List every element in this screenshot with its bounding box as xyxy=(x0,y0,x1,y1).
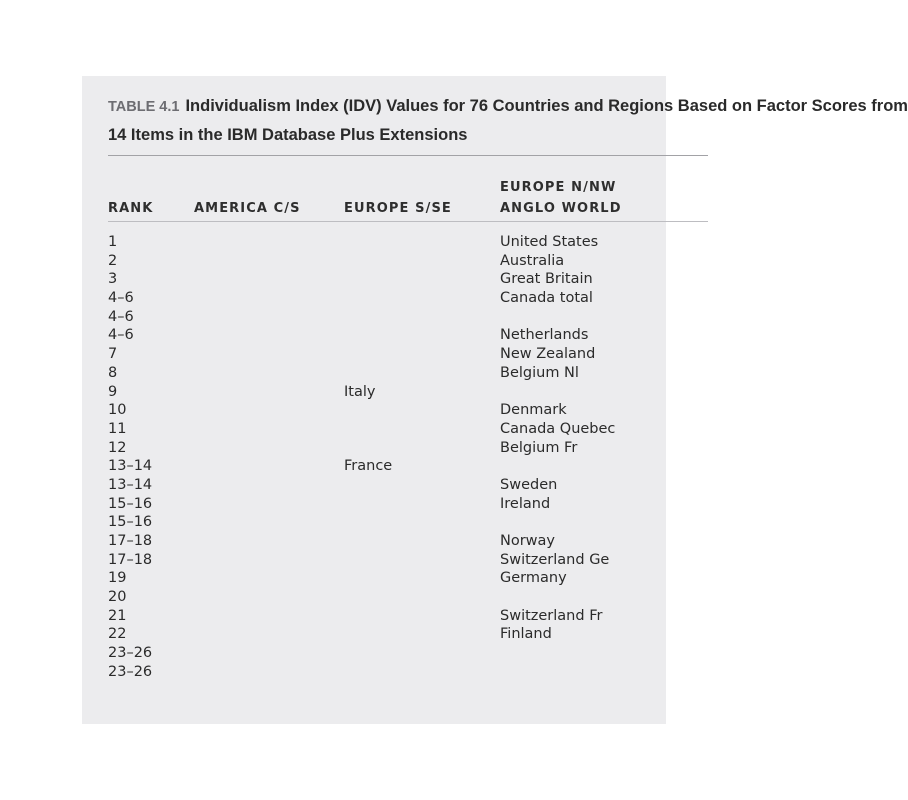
table-row xyxy=(82,233,682,252)
rank-cell: 17–18 xyxy=(108,533,153,549)
rank-cell: 22 xyxy=(108,626,127,643)
rank-cell: 4–6 xyxy=(108,327,134,344)
rank-cell: 4–6 xyxy=(108,290,134,307)
europe-north-cell: New Zealand xyxy=(500,346,596,363)
header-rank: RANK xyxy=(108,201,154,216)
table-body xyxy=(82,233,682,682)
table-caption xyxy=(108,92,908,149)
header-america: AMERICA C/S xyxy=(194,201,301,216)
europe-north-cell: Finland xyxy=(500,626,552,643)
table-row xyxy=(82,476,682,495)
table-row xyxy=(82,345,682,364)
europe-north-cell: Denmark xyxy=(500,402,567,419)
table-row xyxy=(82,551,682,570)
table-row xyxy=(82,364,682,383)
table-row xyxy=(82,513,682,532)
table-row xyxy=(82,289,682,308)
europe-north-cell: Switzerland Ge xyxy=(500,551,610,568)
rank-cell: 2 xyxy=(108,252,118,269)
europe-south-cell: France xyxy=(344,458,393,475)
europe-north-cell: Canada total xyxy=(500,290,593,307)
europe-north-cell: Australia xyxy=(500,252,565,269)
table-row xyxy=(82,270,682,289)
europe-north-cell: Belgium Fr xyxy=(500,439,578,456)
europe-north-cell: Great Britain xyxy=(500,271,593,288)
table-row xyxy=(82,457,682,476)
table-row xyxy=(82,326,682,345)
rank-cell: 10 xyxy=(108,402,127,419)
rank-cell: 8 xyxy=(108,364,118,381)
table-row xyxy=(82,644,682,663)
europe-north-cell: Belgium Nl xyxy=(500,364,579,381)
table-panel xyxy=(82,76,908,724)
europe-north-cell: Canada Quebec xyxy=(500,420,616,437)
table-row xyxy=(82,495,682,514)
europe-north-cell: Germany xyxy=(500,570,567,587)
europe-north-cell: Sweden xyxy=(500,476,558,493)
rank-cell: 19 xyxy=(108,570,127,587)
table-label: TABLE 4.1 xyxy=(108,99,180,115)
rank-cell: 1 xyxy=(108,234,118,250)
rank-cell: 15–16 xyxy=(108,514,153,531)
europe-north-cell: Ireland xyxy=(500,495,551,512)
europe-north-cell: Netherlands xyxy=(500,327,589,344)
caption-line-1 xyxy=(108,92,908,121)
header-europe-north-line-1: EUROPE N/NW xyxy=(500,180,617,195)
table-row xyxy=(82,401,682,420)
rank-cell: 23–26 xyxy=(108,663,153,680)
rank-cell: 23–26 xyxy=(108,645,153,662)
rank-cell: 7 xyxy=(108,346,118,363)
caption-line-2: 14 Items in the IBM Database Plus Extensions xyxy=(108,126,468,144)
header-rule xyxy=(108,221,708,222)
top-rule xyxy=(108,155,708,156)
header-europe-south: EUROPE S/SE xyxy=(344,201,452,216)
rank-cell: 9 xyxy=(108,383,118,400)
table-row xyxy=(82,532,682,551)
rank-cell: 13–14 xyxy=(108,476,153,493)
europe-north-cell: Switzerland Fr xyxy=(500,607,603,624)
table-title: Individualism Index (IDV) Values for 76 Countries and Regions Based on Factor Scores from xyxy=(185,97,908,115)
rank-cell: 13–14 xyxy=(108,458,153,475)
table-row xyxy=(82,569,682,588)
table-row xyxy=(82,383,682,402)
table-row xyxy=(82,625,682,644)
rank-cell: 15–16 xyxy=(108,495,153,512)
rank-cell: 21 xyxy=(108,607,127,624)
europe-south-cell: Italy xyxy=(344,383,376,400)
rank-cell: 3 xyxy=(108,271,118,288)
table-row xyxy=(82,252,682,271)
table-row xyxy=(82,308,682,327)
header-europe-north-line-2: ANGLO WORLD xyxy=(500,201,622,216)
rank-cell: 17–18 xyxy=(108,551,153,568)
rank-cell: 4–6 xyxy=(108,308,134,325)
rank-cell: 20 xyxy=(108,589,127,606)
table-row xyxy=(82,588,682,607)
header-europe-north xyxy=(500,177,622,219)
table-row xyxy=(82,420,682,439)
table-row xyxy=(82,439,682,458)
europe-north-cell: United States xyxy=(500,234,599,250)
table-row xyxy=(82,663,682,682)
table-row xyxy=(82,607,682,626)
europe-north-cell: Norway xyxy=(500,533,556,549)
rank-cell: 11 xyxy=(108,420,127,437)
rank-cell: 12 xyxy=(108,439,127,456)
